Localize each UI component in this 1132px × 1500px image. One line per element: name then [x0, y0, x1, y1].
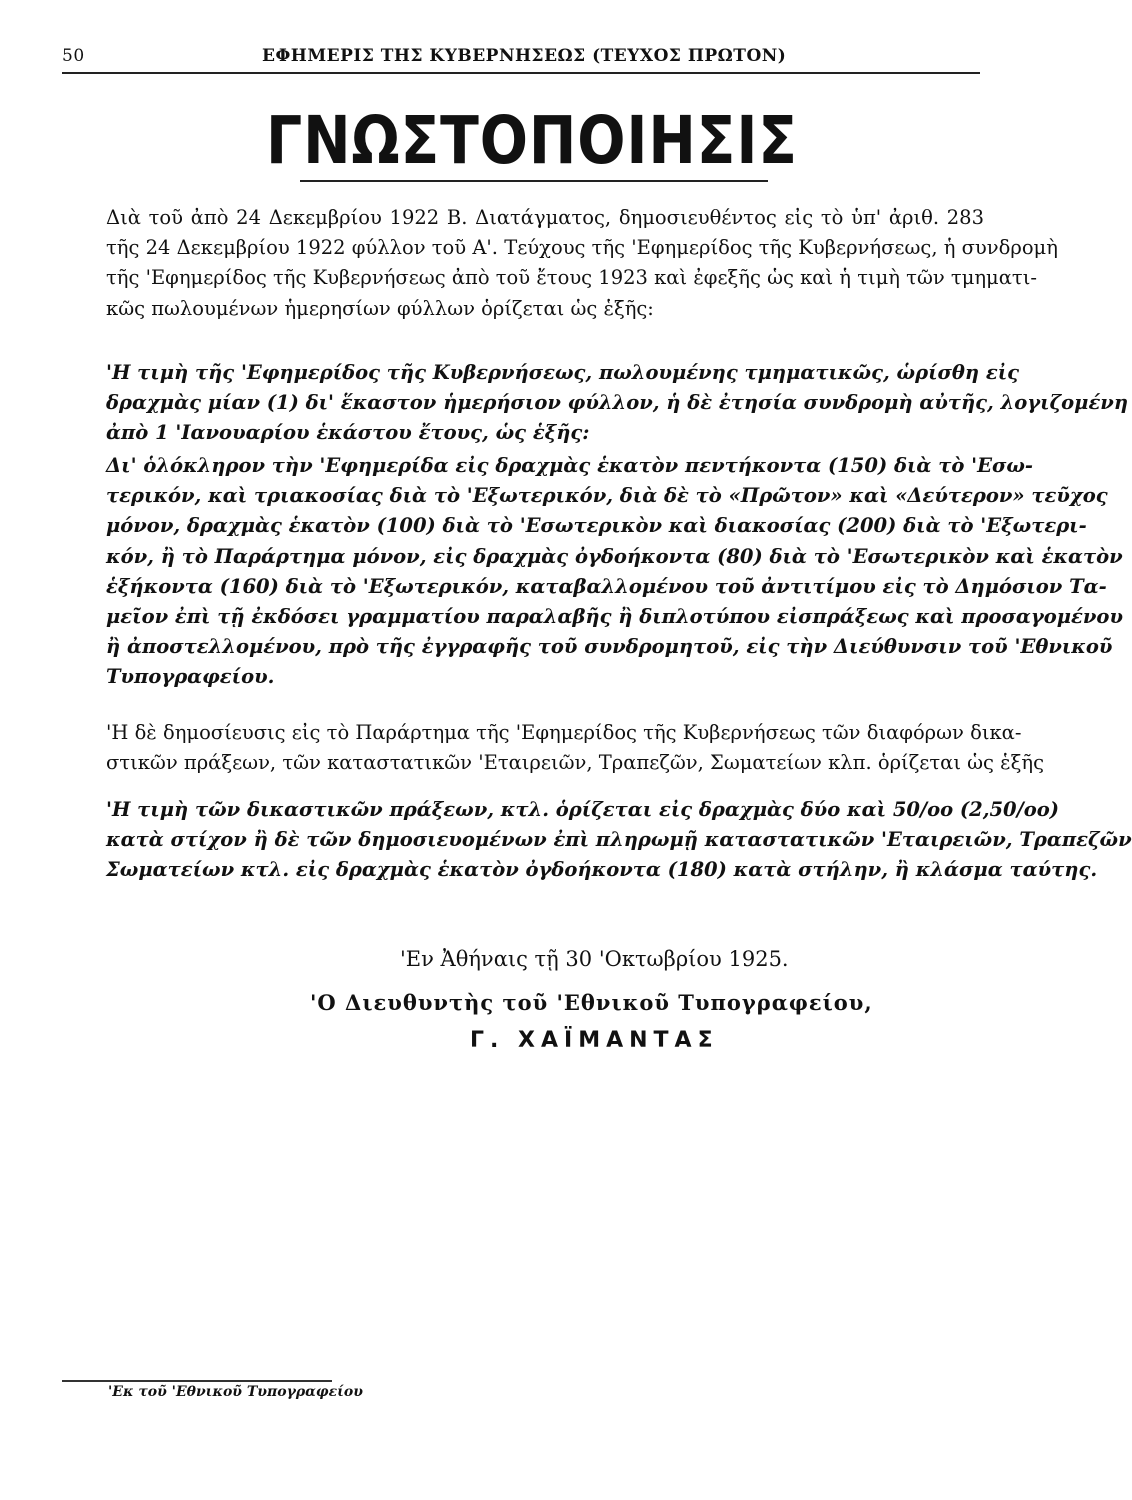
running-head: ΕΦΗΜΕΡΙΣ ΤΗΣ ΚΥΒΕΡΝΗΣΕΩΣ (ΤΕΥΧΟΣ ΠΡΩΤΟΝ): [262, 46, 787, 66]
signer-name: Γ. ΧΑΪΜΑΝΤΑΣ: [470, 1028, 719, 1053]
text-line: κόν, ἢ τὸ Παράρτημα μόνον, εἰς δραχμὰς ὀγδοήκοντα (80) διὰ τὸ 'Εσωτερικὸν καὶ ἑκατὸν: [106, 544, 1123, 568]
header-divider: [62, 72, 980, 74]
text-line: Διὰ τοῦ ἀπὸ 24 Δεκεμβρίου 1922 Β. Διατάγματος, δημοσιευθέντος εἰς τὸ ὑπ' ἀριθ. 283: [106, 206, 984, 229]
text-line: ἢ ἀποστελλομένου, πρὸ τῆς ἐγγραφῆς τοῦ συνδρομητοῦ, εἰς τὴν Διεύθυνσιν τοῦ 'Εθνικοῦ: [106, 635, 1113, 659]
text-line: στικῶν πράξεων, τῶν καταστατικῶν 'Εταιρειῶν, Τραπεζῶν, Σωματείων κλπ. ὁρίζεται ὡς ἑξῆς: [106, 751, 1044, 775]
subscription-paragraph: [106, 451, 1123, 693]
title-divider: [300, 180, 768, 182]
text-line: δραχμὰς μίαν (1) δι' ἕκαστον ἡμερήσιον φύλλον, ἡ δὲ ἐτησία συνδρομὴ αὐτῆς, λογιζομένη: [106, 391, 1129, 415]
appendix-paragraph: [106, 718, 1044, 778]
signer-title: 'Ο Διευθυντὴς τοῦ 'Εθνικοῦ Τυπογραφείου,: [310, 990, 873, 1015]
text-line: ἀπὸ 1 'Ιανουαρίου ἑκάστου ἔτους, ὡς ἑξῆς:: [106, 421, 590, 445]
text-line: ἑξήκοντα (160) διὰ τὸ 'Εξωτερικόν, καταβαλλομένου τοῦ ἀντιτίμου εἰς τὸ Δημόσιον Τα-: [106, 574, 1107, 598]
text-line: 'Η τιμὴ τῆς 'Εφημερίδος τῆς Κυβερνήσεως, πωλουμένης τμηματικῶς, ὡρίσθη εἰς: [106, 361, 1020, 384]
intro-paragraph: [106, 203, 1058, 324]
text-line: κῶς πωλουμένων ἡμερησίων φύλλων ὁρίζεται ὡς ἑξῆς:: [106, 296, 654, 320]
text-line: τῆς 'Εφημερίδος τῆς Κυβερνήσεως ἀπὸ τοῦ ἔτους 1923 καὶ ἐφεξῆς ὡς καὶ ἡ τιμὴ τῶν τμηματι-: [106, 266, 1037, 290]
text-line: Τυπογραφείου.: [106, 665, 275, 689]
text-line: 'Η δὲ δημοσίευσις εἰς τὸ Παράρτημα τῆς 'Εφημερίδος τῆς Κυβερνήσεως τῶν διαφόρων δικα-: [106, 721, 1022, 744]
page-header: [62, 46, 980, 70]
text-line: μεῖον ἐπὶ τῇ ἐκδόσει γραμματίου παραλαβῆς ἢ διπλοτύπου εἰσπράξεως καὶ προσαγομένου: [106, 604, 1123, 628]
footer-divider: [62, 1380, 332, 1382]
text-line: τῆς 24 Δεκεμβρίου 1922 φύλλον τοῦ Α'. Τεύχους τῆς 'Εφημερίδος τῆς Κυβερνήσεως, ἡ συνδρομὴ: [106, 236, 1058, 260]
page-number: 50: [62, 46, 85, 66]
text-line: κατὰ στίχον ἢ δὲ τῶν δημοσιευομένων ἐπὶ πληρωμῇ καταστατικῶν 'Εταιρειῶν, Τραπεζῶν: [106, 828, 1132, 852]
place-date: 'Εν Ἀθήναις τῇ 30 'Οκτωβρίου 1925.: [400, 947, 789, 971]
text-line: 'Η τιμὴ τῶν δικαστικῶν πράξεων, κτλ. ὁρίζεται εἰς δραχμὰς δύο καὶ 50/οο (2,50/οο): [106, 798, 1059, 821]
text-line: μόνον, δραχμὰς ἑκατὸν (100) διὰ τὸ 'Εσωτερικὸν καὶ διακοσίας (200) διὰ τὸ 'Εξωτερι-: [106, 514, 1087, 538]
appendix-price-paragraph: [106, 795, 1132, 886]
text-line: Δι' ὁλόκληρον τὴν 'Εφημερίδα εἰς δραχμὰς ἑκατὸν πεντήκοντα (150) διὰ τὸ 'Εσω-: [106, 454, 1033, 477]
text-line: τερικόν, καὶ τριακοσίας διὰ τὸ 'Εξωτερικόν, διὰ δὲ τὸ «Πρῶτον» καὶ «Δεύτερον» τεῦχος: [106, 484, 1108, 508]
printer-imprint: 'Εκ τοῦ 'Εθνικοῦ Τυπογραφείου: [108, 1384, 363, 1400]
price-paragraph: [106, 358, 1129, 449]
text-line: Σωματείων κτλ. εἰς δραχμὰς ἑκατὸν ὀγδοήκοντα (180) κατὰ στήλην, ἢ κλάσμα ταύτης.: [106, 858, 1098, 882]
notice-title: ΓΝΩΣΤΟΠΟΙΗΣΙΣ: [266, 102, 798, 179]
